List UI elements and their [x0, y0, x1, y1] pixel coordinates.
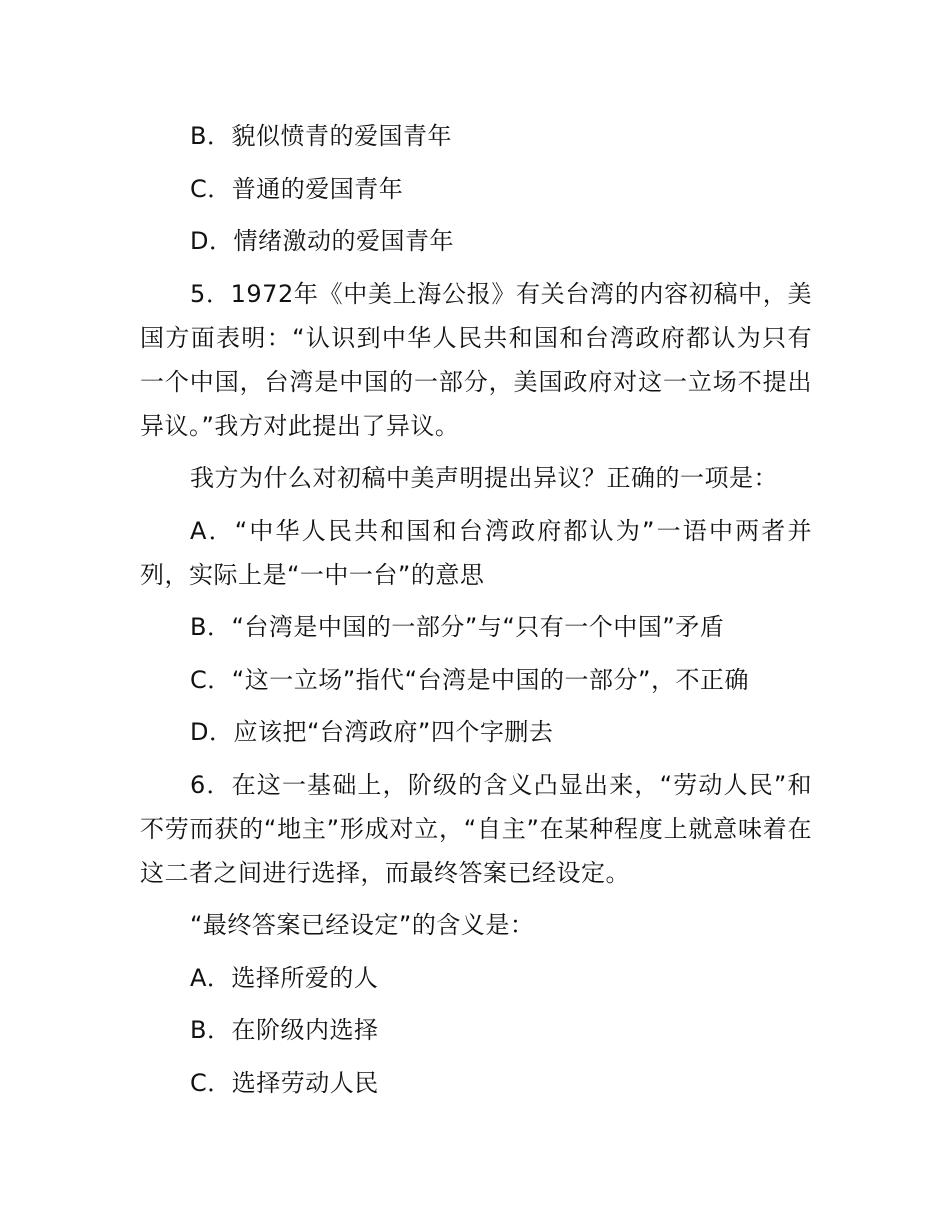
- option-c-q5: C．“这一立场”指代“台湾是中国的一部分”，不正确: [190, 665, 749, 694]
- question-6-passage: 6．在这一基础上，阶级的含义凸显出来，“劳动人民”和不劳而获的“地主”形成对立，“自主”在某种程度上就意味着在这二者之间进行选择，而最终答案已经设定。: [140, 770, 812, 887]
- option-b-q6: B．在阶级内选择: [190, 1016, 379, 1044]
- question-5-prompt: 我方为什么对初稿中美声明提出异议？正确的一项是：: [190, 464, 778, 492]
- option-b-q4: B．貌似愤青的爱国青年: [190, 122, 452, 150]
- option-d-q4: D．情绪激动的爱国青年: [190, 227, 454, 255]
- option-a-q5: A．“中华人民共和国和台湾政府都认为”一语中两者并列，实际上是“一中一台”的意思: [140, 516, 812, 589]
- question-6-prompt: “最终答案已经设定”的含义是：: [190, 911, 535, 939]
- question-5-passage: 5．1972年《中美上海公报》有关台湾的内容初稿中，美国方面表明：“认识到中华人民共和国和台湾政府都认为只有一个中国，台湾是中国的一部分，美国政府对这一立场不提出异议。”我方对此提出了异议。: [140, 279, 812, 440]
- option-c-q4: C．普通的爱国青年: [190, 174, 404, 203]
- document-body: [140, 114, 812, 1113]
- option-c-q6: C．选择劳动人民: [190, 1068, 379, 1097]
- option-a-q6: A．选择所爱的人: [190, 963, 379, 992]
- option-b-q5: B．“台湾是中国的一部分”与“只有一个中国”矛盾: [190, 613, 725, 641]
- option-d-q5: D．应该把“台湾政府”四个字删去: [190, 718, 554, 746]
